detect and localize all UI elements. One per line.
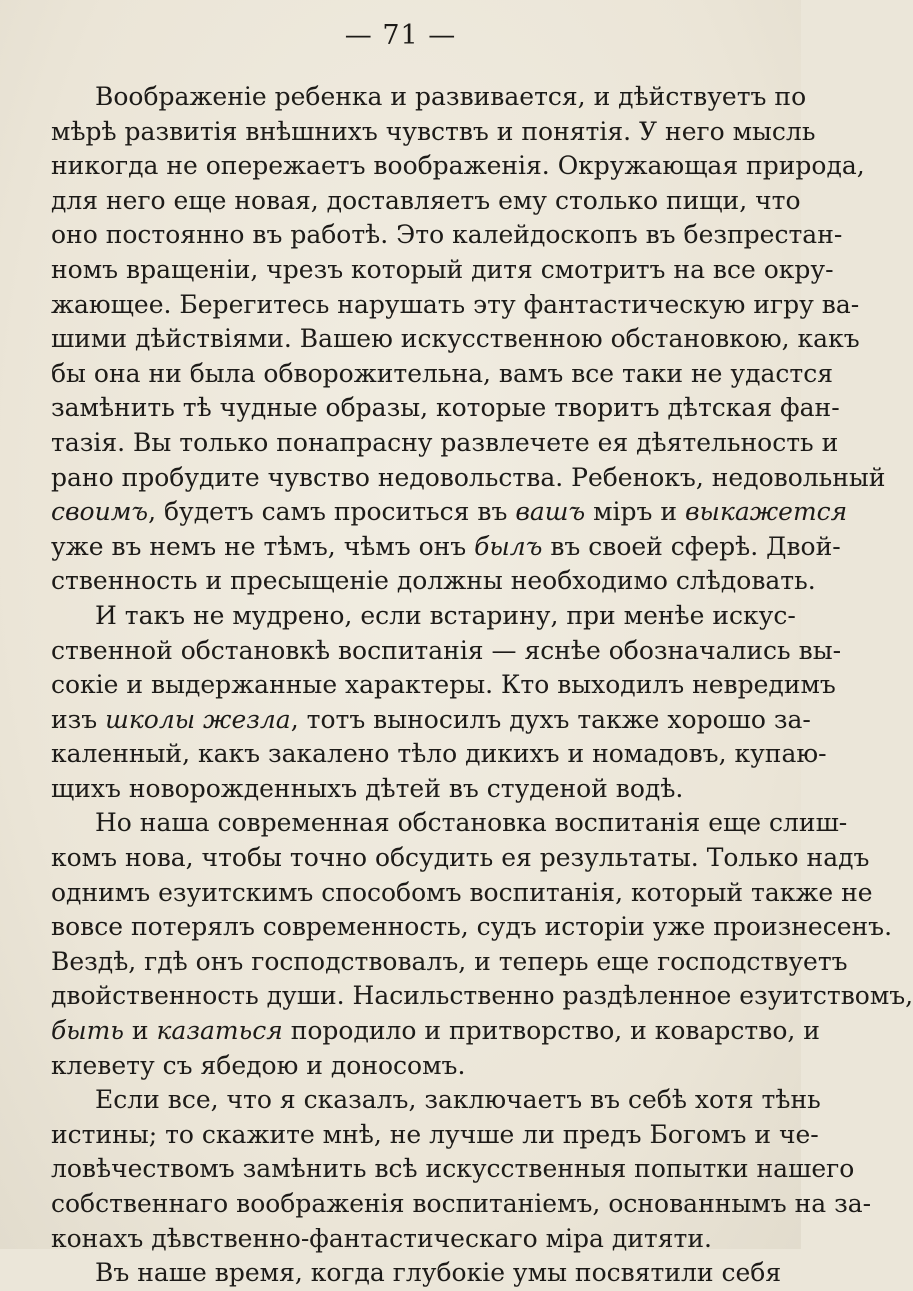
text-line: каленный, какъ закалено тѣло дикихъ и номадовъ, купаю-	[51, 739, 827, 769]
text-segment: міръ и	[585, 497, 685, 527]
text-line: номъ вращеніи, чрезъ который дитя смотритъ на все окру-	[51, 254, 834, 284]
text-line: тазія. Вы только понапрасну развлечете ея дѣятельность и	[51, 427, 839, 457]
italic-text: быть	[51, 1016, 124, 1046]
text-line: ственной обстановкѣ воспитанія — яснѣе обозначались вы-	[51, 635, 842, 665]
text-segment: въ своей сферѣ. Двой-	[542, 531, 841, 561]
italic-text: школы жезла	[105, 704, 291, 734]
text-segment: изъ	[51, 704, 106, 734]
text-line: истины; то скажите мнѣ, не лучше ли предъ Богомъ и че-	[51, 1119, 819, 1149]
text-line: вовсе потерялъ современность, судъ исторіи уже произнесенъ.	[51, 912, 893, 942]
italic-text: выкажется	[684, 497, 848, 527]
body-text	[51, 80, 913, 1291]
text-line: мѣрѣ развитія внѣшнихъ чувствъ и понятія. У него мысль	[51, 116, 816, 146]
text-line: конахъ дѣвственно-фантастическаго міра дитяти.	[51, 1223, 712, 1253]
text-line: оно постоянно въ работѣ. Это калейдоскопъ въ безпрестан-	[51, 220, 843, 250]
text-segment: , тотъ выносилъ духъ также хорошо за-	[290, 704, 811, 734]
text-line: комъ нова, чтобы точно обсудить ея результаты. Только надъ	[51, 843, 870, 873]
text-line	[51, 703, 811, 738]
text-line	[51, 1014, 820, 1049]
text-line: двойственность души. Насильственно раздѣленное езуитствомъ,	[51, 981, 913, 1011]
text-line: собственнаго воображенія воспитаніемъ, основаннымъ на за-	[51, 1189, 872, 1218]
page-number: — 71 —	[344, 20, 457, 51]
text-line: замѣнить тѣ чудные образы, которые творитъ дѣтская фан-	[51, 393, 840, 423]
text-line: ловѣчествомъ замѣнить всѣ искусственныя попытки нашего	[51, 1154, 855, 1184]
text-segment: породило и притворство, и коварство, и	[282, 1016, 820, 1046]
text-line: Если все, что я сказалъ, заключаетъ въ себѣ хотя тѣнь	[95, 1085, 821, 1115]
text-line: щихъ новорожденныхъ дѣтей въ студеной водѣ.	[51, 773, 684, 803]
text-line: никогда не опережаетъ воображенія. Окружающая природа,	[51, 151, 865, 181]
text-line: Воображеніе ребенка и развивается, и дѣйствуетъ по	[95, 82, 807, 111]
text-line: рано пробудите чувство недовольства. Ребенокъ, недовольный	[51, 462, 886, 492]
text-line: бы она ни была обворожительна, вамъ все таки не удастся	[51, 358, 834, 388]
text-segment: , будетъ самъ проситься въ	[148, 497, 516, 527]
text-line	[51, 530, 841, 565]
text-line: ственность и пресыщеніе должны необходимо слѣдовать.	[51, 566, 816, 596]
text-line: Въ наше время, когда глубокіе умы посвятили себя	[95, 1258, 782, 1288]
text-line: И такъ не мудрено, если встарину, при менѣе искус-	[95, 600, 796, 630]
italic-text: былъ	[474, 531, 543, 561]
text-line	[51, 495, 848, 530]
italic-text: казаться	[156, 1016, 283, 1046]
text-line: жающее. Берегитесь нарушать эту фантастическую игру ва-	[51, 289, 860, 319]
text-line: однимъ езуитскимъ способомъ воспитанія, который также не	[51, 877, 873, 907]
text-line: клевету съ ябедою и доносомъ.	[51, 1050, 466, 1080]
text-line: сокіе и выдержанные характеры. Кто выходилъ невредимъ	[51, 670, 836, 700]
text-line: для него еще новая, доставляетъ ему столько пищи, что	[51, 185, 801, 215]
text-line: Вездѣ, гдѣ онъ господствовалъ, и теперь еще господствуетъ	[51, 946, 848, 976]
italic-text: своимъ	[51, 497, 149, 527]
text-line: шими дѣйствіями. Вашею искусственною обстановкою, какъ	[51, 324, 860, 354]
italic-text: вашъ	[515, 497, 586, 527]
text-segment: уже въ немъ не тѣмъ, чѣмъ онъ	[51, 531, 475, 561]
text-line: Но наша современная обстановка воспитанія еще слиш-	[95, 808, 848, 838]
text-segment: и	[123, 1016, 157, 1046]
